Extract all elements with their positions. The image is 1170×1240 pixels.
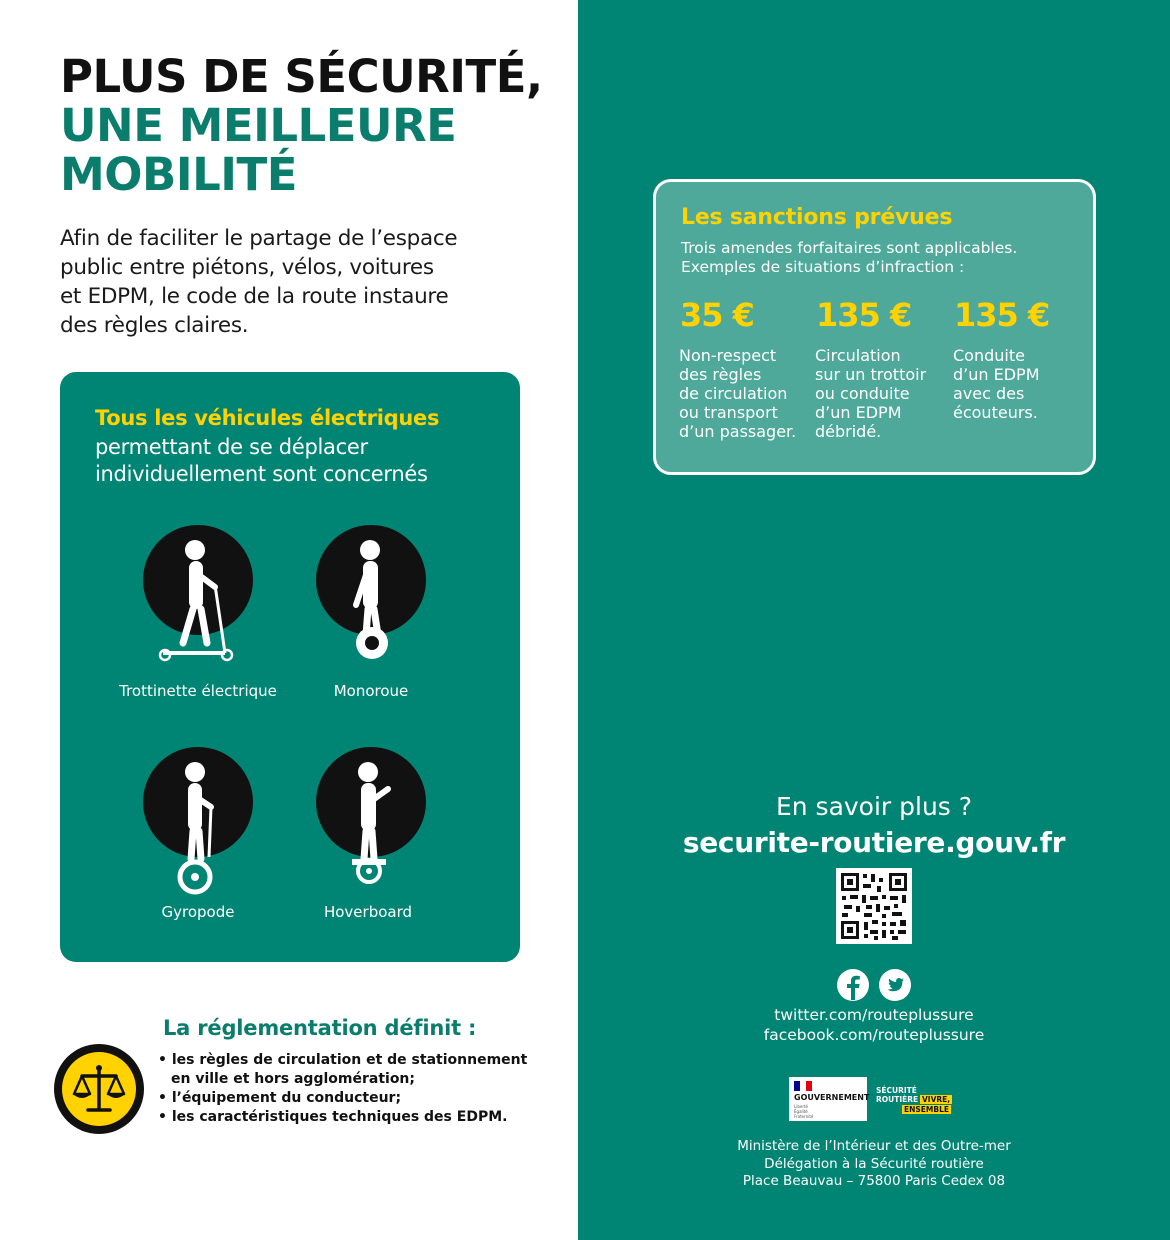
regulation-title: La réglementation définit : <box>163 1016 477 1040</box>
fine-amount: 135 € <box>816 296 912 334</box>
fine-desc-line: Non-respect <box>679 346 777 365</box>
facebook-icon[interactable] <box>837 969 869 1001</box>
regulation-badge-inner <box>62 1052 136 1126</box>
fine-description <box>953 346 1040 422</box>
fine-desc-line: ou transport <box>679 403 778 422</box>
qr-code-icon[interactable] <box>836 868 912 944</box>
fine-desc-line: avec des <box>953 384 1025 403</box>
fine-desc-line: des règles <box>679 365 762 384</box>
ministry-line: Délégation à la Sécurité routière <box>764 1155 984 1172</box>
twitter-icon[interactable] <box>879 969 911 1001</box>
sanctions-subtitle-line: Trois amendes forfaitaires sont applicables. <box>681 239 1018 257</box>
regulation-badge <box>54 1044 144 1134</box>
regulation-item: • les règles de circulation et de stationnement <box>158 1052 528 1068</box>
securite-routiere-logo <box>876 1086 966 1120</box>
vehicle-label: Trottinette électrique <box>119 682 277 700</box>
sanctions-subtitle-line: Exemples de situations d’infraction : <box>681 258 965 276</box>
fine-desc-line: ou conduite <box>815 384 910 403</box>
motto-line: Fraternité <box>794 1114 814 1119</box>
fine-desc-line: écouteurs. <box>953 403 1038 422</box>
scales-icon <box>62 1052 136 1126</box>
vehicles-card <box>60 372 520 962</box>
fine-amount: 135 € <box>954 296 1050 334</box>
regulation-item: • les caractéristiques techniques des EDPM. <box>158 1109 508 1125</box>
ministry-line: Ministère de l’Intérieur et des Outre-mer <box>737 1138 1011 1154</box>
regulation-list <box>158 1051 527 1127</box>
government-logo-text: GOUVERNEMENT <box>794 1093 870 1102</box>
more-info-question: En savoir plus ? <box>775 792 973 821</box>
fine-desc-line: sur un trottoir <box>815 365 927 384</box>
fine-amount: 35 € <box>680 296 754 334</box>
fine-desc-line: d’un EDPM <box>953 365 1040 384</box>
fine-desc-line: d’un passager. <box>679 422 797 441</box>
twitter-glyph <box>879 969 911 1001</box>
sanctions-title: Les sanctions prévues <box>681 205 953 230</box>
title-line-3: MOBILITÉ <box>60 148 297 201</box>
french-flag-icon <box>794 1081 812 1091</box>
facebook-glyph <box>837 969 869 1001</box>
vehicle-label: Gyropode <box>161 903 235 921</box>
government-motto <box>794 1104 813 1119</box>
vehicles-heading-line: individuellement sont concernés <box>95 462 428 486</box>
vehicles-heading-line: permettant de se déplacer <box>95 435 368 459</box>
sanctions-subtitle <box>681 239 1017 277</box>
page-title <box>60 52 543 199</box>
fine-desc-line: Circulation <box>815 346 901 365</box>
gyropode-icon <box>143 747 253 897</box>
government-logo <box>789 1077 870 1121</box>
website-link[interactable]: securite-routiere.gouv.fr <box>682 826 1066 859</box>
fine-desc-line: Conduite <box>953 346 1025 365</box>
regulation-item: • l’équipement du conducteur; <box>158 1090 402 1106</box>
motto-line: Liberté <box>794 1104 809 1109</box>
fine-description <box>815 346 926 441</box>
hoverboard-icon <box>316 747 426 897</box>
fine-desc-line: d’un EDPM <box>815 403 902 422</box>
vehicle-label: Monoroue <box>333 682 409 700</box>
title-line-2: UNE MEILLEURE <box>60 99 457 152</box>
sr-logo-vivre: VIVRE, <box>922 1095 951 1104</box>
unicycle-icon <box>316 525 426 665</box>
twitter-link[interactable]: twitter.com/routeplussure <box>774 1006 974 1024</box>
sr-logo-ensemble: ENSEMBLE <box>904 1105 950 1114</box>
ministry-line: Place Beauvau – 75800 Paris Cedex 08 <box>742 1173 1006 1189</box>
sr-logo-line: ROUTIÈRE <box>876 1095 919 1104</box>
scooter-icon <box>143 525 253 665</box>
motto-line: Égalité <box>794 1109 808 1114</box>
intro-line: et EDPM, le code de la route instaure <box>60 284 449 309</box>
intro-line: des règles claires. <box>60 313 249 338</box>
intro-line: public entre piétons, vélos, voitures <box>60 255 434 280</box>
intro-paragraph <box>60 224 540 340</box>
intro-line: Afin de faciliter le partage de l’espace <box>60 226 458 251</box>
ministry-address <box>578 1138 1170 1191</box>
vehicles-heading-highlight: Tous les véhicules électriques <box>95 406 440 430</box>
sr-logo-line: SÉCURITÉ <box>876 1086 917 1095</box>
vehicle-label: Hoverboard <box>323 903 413 921</box>
sanctions-box <box>653 179 1096 475</box>
regulation-item: en ville et hors agglomération; <box>171 1071 416 1087</box>
facebook-link[interactable]: facebook.com/routeplussure <box>763 1026 985 1044</box>
fine-desc-line: débridé. <box>815 422 882 441</box>
title-line-1: PLUS DE SÉCURITÉ, <box>60 50 543 103</box>
vehicles-heading <box>95 434 428 488</box>
fine-description <box>679 346 796 441</box>
fine-desc-line: de circulation <box>679 384 788 403</box>
